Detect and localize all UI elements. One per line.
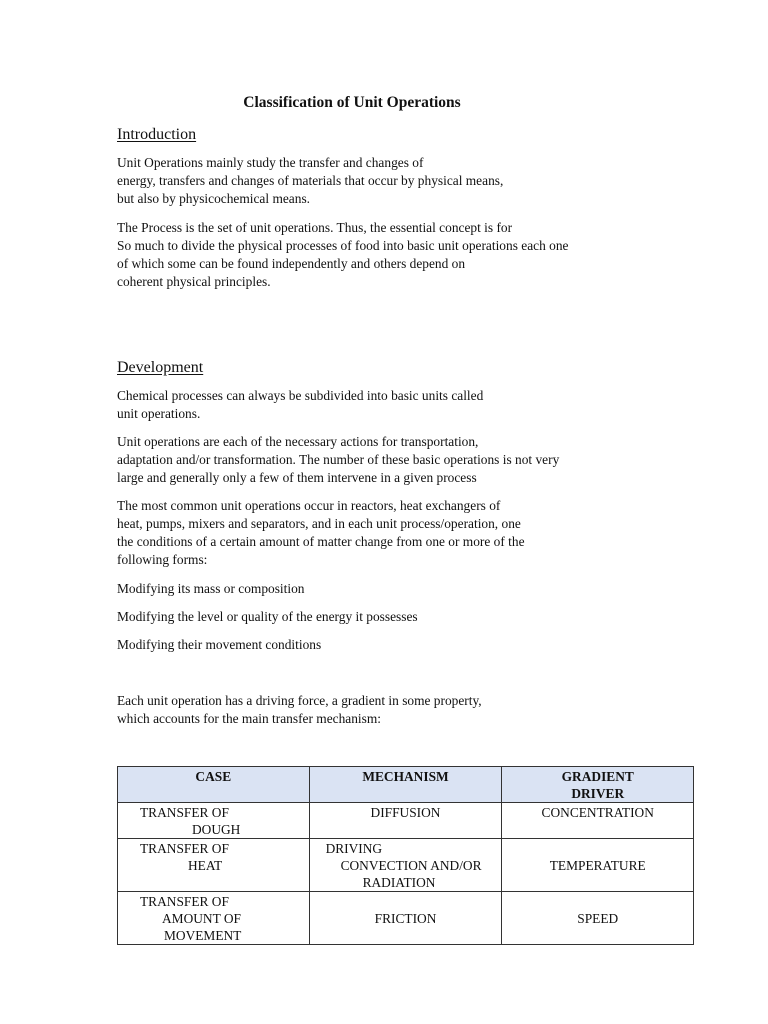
header-gradient-driver	[502, 767, 694, 803]
dev-paragraph-3	[117, 497, 717, 569]
table-row	[118, 803, 694, 839]
text-line: which accounts for the main transfer mechanism:	[117, 711, 382, 726]
cell-text: TRANSFER OF	[140, 841, 229, 856]
text-line: Unit Operations mainly study the transfer and changes of	[117, 155, 424, 170]
text-line: following forms:	[117, 552, 208, 567]
dev-paragraph-6	[117, 636, 717, 654]
text-line: but also by physicochemical means.	[117, 191, 311, 206]
dev-paragraph-1	[117, 387, 717, 423]
table-row	[118, 892, 694, 945]
table-cell	[118, 839, 310, 892]
cell-text: RADIATION	[362, 875, 436, 890]
table-cell	[502, 892, 694, 945]
cell-text: AMOUNT OF	[162, 911, 241, 926]
dev-paragraph-5	[117, 608, 717, 626]
header-text: MECHANISM	[362, 769, 449, 784]
cell-text: CONVECTION AND/OR	[340, 858, 482, 873]
text-line: Unit operations are each of the necessary actions for transportation,	[117, 434, 479, 449]
table-cell	[118, 892, 310, 945]
table-row	[118, 839, 694, 892]
text-line: large and generally only a few of them intervene in a given process	[117, 470, 477, 485]
text-line: Each unit operation has a driving force, a gradient in some property,	[117, 693, 482, 708]
cell-text: DIFFUSION	[370, 805, 441, 820]
table-cell	[309, 892, 502, 945]
text-line: The Process is the set of unit operations. Thus, the essential concept is for	[117, 220, 513, 235]
text-line: Modifying its mass or composition	[117, 581, 305, 596]
text-line: the conditions of a certain amount of matter change from one or more of the	[117, 534, 525, 549]
section-heading-introduction: Introduction	[117, 126, 197, 143]
header-mechanism	[309, 767, 502, 803]
header-case	[118, 767, 310, 803]
cell-text: FRICTION	[374, 911, 437, 926]
cell-text: MOVEMENT	[164, 928, 242, 943]
text-line: So much to divide the physical processes of food into basic unit operations each one	[117, 238, 569, 253]
text-line: Chemical processes can always be subdivided into basic units called	[117, 388, 484, 403]
document-title: Classification of Unit Operations	[243, 94, 461, 111]
cell-text: HEAT	[188, 858, 223, 873]
text-line: unit operations.	[117, 406, 201, 421]
table-cell	[502, 839, 694, 892]
text-line: heat, pumps, mixers and separators, and in each unit process/operation, one	[117, 516, 521, 531]
cell-text: DOUGH	[192, 822, 241, 837]
cell-text: CONCENTRATION	[541, 805, 654, 820]
header-text: CASE	[195, 769, 232, 784]
text-line: of which some can be found independently and others depend on	[117, 256, 466, 271]
table-header-row	[118, 767, 694, 803]
intro-paragraph-1	[117, 154, 717, 208]
header-text: GRADIENT	[561, 769, 634, 784]
dev-paragraph-2	[117, 433, 717, 487]
section-heading-development: Development	[117, 359, 204, 376]
text-line: energy, transfers and changes of materials that occur by physical means,	[117, 173, 504, 188]
dev-paragraph-7	[117, 692, 717, 728]
cell-text: DRIVING	[325, 841, 383, 856]
intro-paragraph-2	[117, 219, 717, 291]
dev-paragraph-4	[117, 580, 717, 598]
cell-text: SPEED	[577, 911, 619, 926]
unit-operations-table	[117, 766, 694, 945]
cell-text: TRANSFER OF	[140, 805, 229, 820]
table-cell	[309, 839, 502, 892]
text-line: coherent physical principles.	[117, 274, 271, 289]
header-text: DRIVER	[571, 786, 625, 801]
text-line: Modifying the level or quality of the energy it possesses	[117, 609, 418, 624]
text-line: Modifying their movement conditions	[117, 637, 322, 652]
cell-text: TEMPERATURE	[549, 858, 646, 873]
table-cell	[502, 803, 694, 839]
text-line: adaptation and/or transformation. The number of these basic operations is not very	[117, 452, 560, 467]
cell-text: TRANSFER OF	[140, 894, 229, 909]
table-cell	[309, 803, 502, 839]
text-line: The most common unit operations occur in reactors, heat exchangers of	[117, 498, 501, 513]
table-cell	[118, 803, 310, 839]
